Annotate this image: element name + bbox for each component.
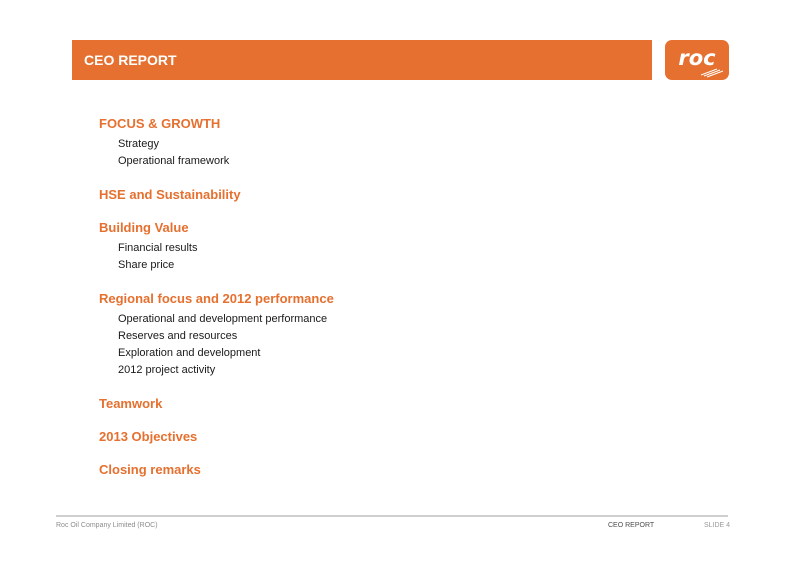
agenda-sub-item: Financial results bbox=[118, 242, 198, 254]
agenda-section-title: 2013 Objectives bbox=[99, 429, 198, 444]
footer-report-name: CEO REPORT bbox=[608, 522, 655, 529]
svg-text:roc: roc bbox=[678, 46, 716, 70]
agenda-section-title: Building Value bbox=[99, 220, 189, 235]
agenda-section bbox=[99, 429, 619, 445]
agenda-sub-item: Operational framework bbox=[118, 155, 230, 167]
agenda-list bbox=[99, 116, 619, 495]
agenda-section-title: Teamwork bbox=[99, 396, 163, 411]
footer-divider bbox=[56, 515, 728, 517]
agenda-sub-list bbox=[99, 311, 619, 379]
agenda-sub-list bbox=[99, 240, 619, 274]
footer-slide-number: SLIDE 4 bbox=[704, 522, 731, 529]
agenda-sub-item: 2012 project activity bbox=[118, 364, 216, 376]
agenda-section-title: FOCUS & GROWTH bbox=[99, 116, 221, 131]
agenda-section bbox=[99, 220, 619, 274]
page-title: CEO REPORT bbox=[84, 52, 177, 68]
footer-company: Roc Oil Company Limited (ROC) bbox=[56, 522, 158, 529]
agenda-section-title: Regional focus and 2012 performance bbox=[99, 291, 334, 306]
agenda-section bbox=[99, 396, 619, 412]
agenda-sub-item: Share price bbox=[118, 259, 175, 271]
agenda-section bbox=[99, 116, 619, 170]
agenda-section bbox=[99, 291, 619, 379]
agenda-sub-list bbox=[99, 136, 619, 170]
agenda-sub-item: Reserves and resources bbox=[118, 330, 238, 342]
agenda-section-title: HSE and Sustainability bbox=[99, 187, 241, 202]
agenda-sub-item: Strategy bbox=[118, 138, 159, 150]
agenda-section-title: Closing remarks bbox=[99, 462, 201, 477]
agenda-sub-item: Exploration and development bbox=[118, 347, 261, 359]
agenda-section bbox=[99, 187, 619, 203]
agenda-section bbox=[99, 462, 619, 478]
roc-logo bbox=[665, 40, 729, 80]
agenda-sub-item: Operational and development performance bbox=[118, 313, 328, 325]
